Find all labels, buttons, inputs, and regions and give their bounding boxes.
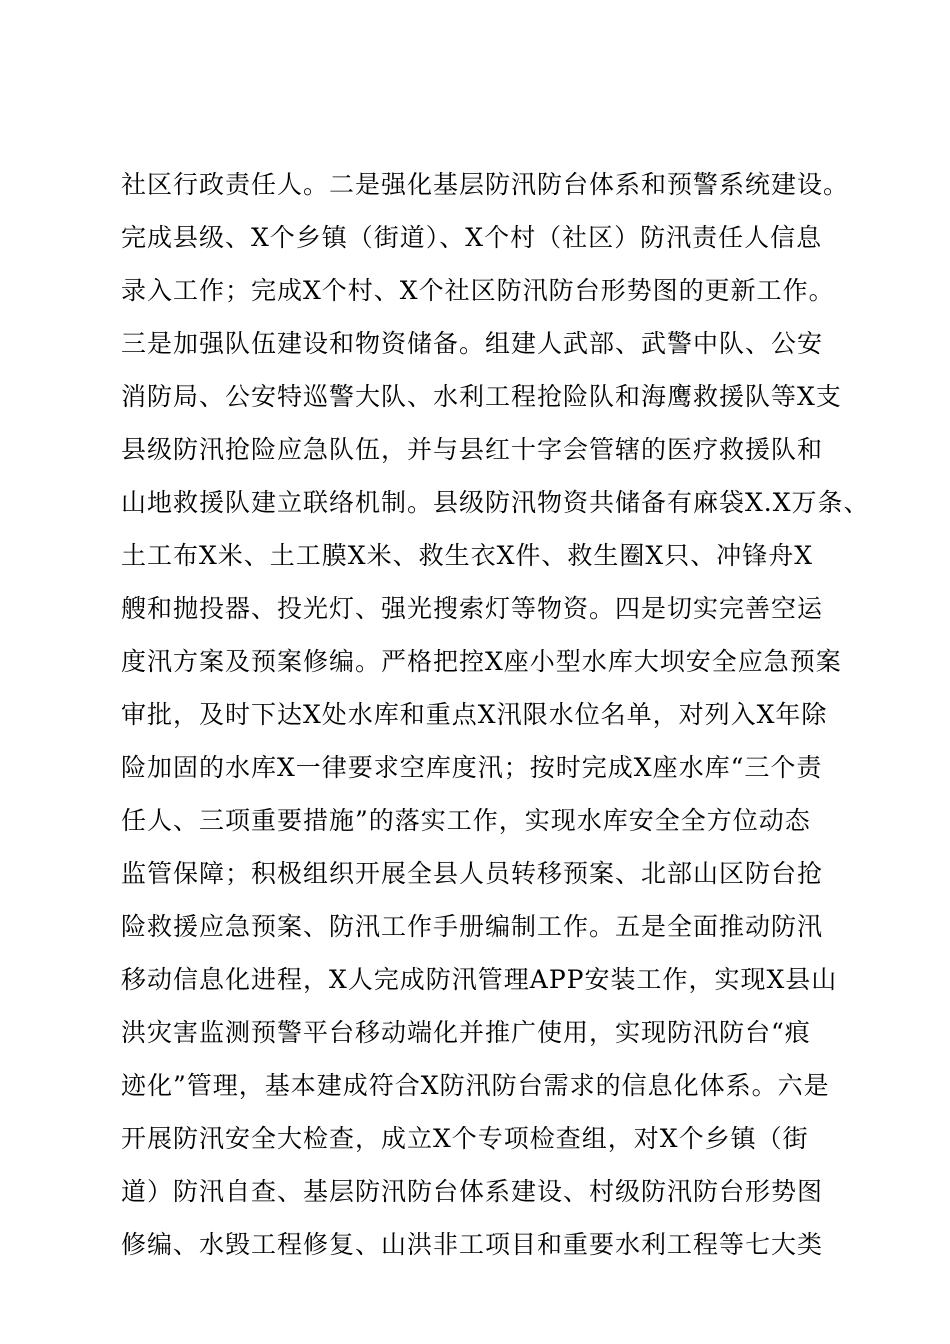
body-text (121, 158, 870, 1271)
text-line-7: 山地救援队建立联络机制。县级防汛物资共储备有麻袋X.X万条、 (121, 488, 870, 517)
text-line-8: 土工布X米、土工膜X米、救生衣X件、救生圈X只、冲锋舟X (121, 541, 813, 570)
text-line-9: 艘和抛投器、投光灯、强光搜索灯等物资。四是切实完善空运 (121, 594, 824, 623)
text-line-1: 社区行政责任人。二是强化基层防汛防台体系和预警系统建设。 (121, 170, 850, 199)
text-line-16: 移动信息化进程，X人完成防汛管理APP安装工作，实现X县山 (121, 965, 838, 994)
text-line-12: 险加固的水库X一律要求空库度汛；按时完成X座水库“三个责 (121, 753, 823, 782)
text-line-18: 迹化”管理，基本建成符合X防汛防台需求的信息化体系。六是 (121, 1071, 830, 1100)
text-line-4: 三是加强队伍建设和物资储备。组建人武部、武警中队、公安 (121, 329, 824, 358)
text-line-6: 县级防汛抢险应急队伍，并与县红十字会管辖的医疗救援队和 (121, 435, 824, 464)
text-line-5: 消防局、公安特巡警大队、水利工程抢险队和海鹰救援队等X支 (121, 382, 842, 411)
text-line-15: 险救援应急预案、防汛工作手册编制工作。五是全面推动防汛 (121, 912, 824, 941)
text-line-19: 开展防汛安全大检查，成立X个专项检查组，对X个乡镇（街 (121, 1124, 809, 1153)
text-line-2: 完成县级、X个乡镇（街道）、X个村（社区）防汛责任人信息 (121, 223, 823, 252)
text-line-17: 洪灾害监测预警平台移动端化并推广使用，实现防汛防台“痕 (121, 1018, 811, 1047)
text-line-21: 修编、水毁工程修复、山洪非工项目和重要水利工程等七大类 (121, 1230, 824, 1259)
text-line-3: 录入工作；完成X个村、X个社区防汛防台形势图的更新工作。 (121, 276, 835, 305)
text-line-13: 任人、三项重要措施”的落实工作，实现水库安全全方位动态 (121, 806, 811, 835)
text-line-10: 度汛方案及预案修编。严格把控X座小型水库大坝安全应急预案 (121, 647, 842, 676)
text-line-20: 道）防汛自查、基层防汛防台体系建设、村级防汛防台形势图 (121, 1177, 824, 1206)
text-line-14: 监管保障；积极组织开展全县人员转移预案、北部山区防台抢 (121, 859, 824, 888)
text-line-11: 审批，及时下达X处水库和重点X汛限水位名单，对列入X年除 (121, 700, 828, 729)
